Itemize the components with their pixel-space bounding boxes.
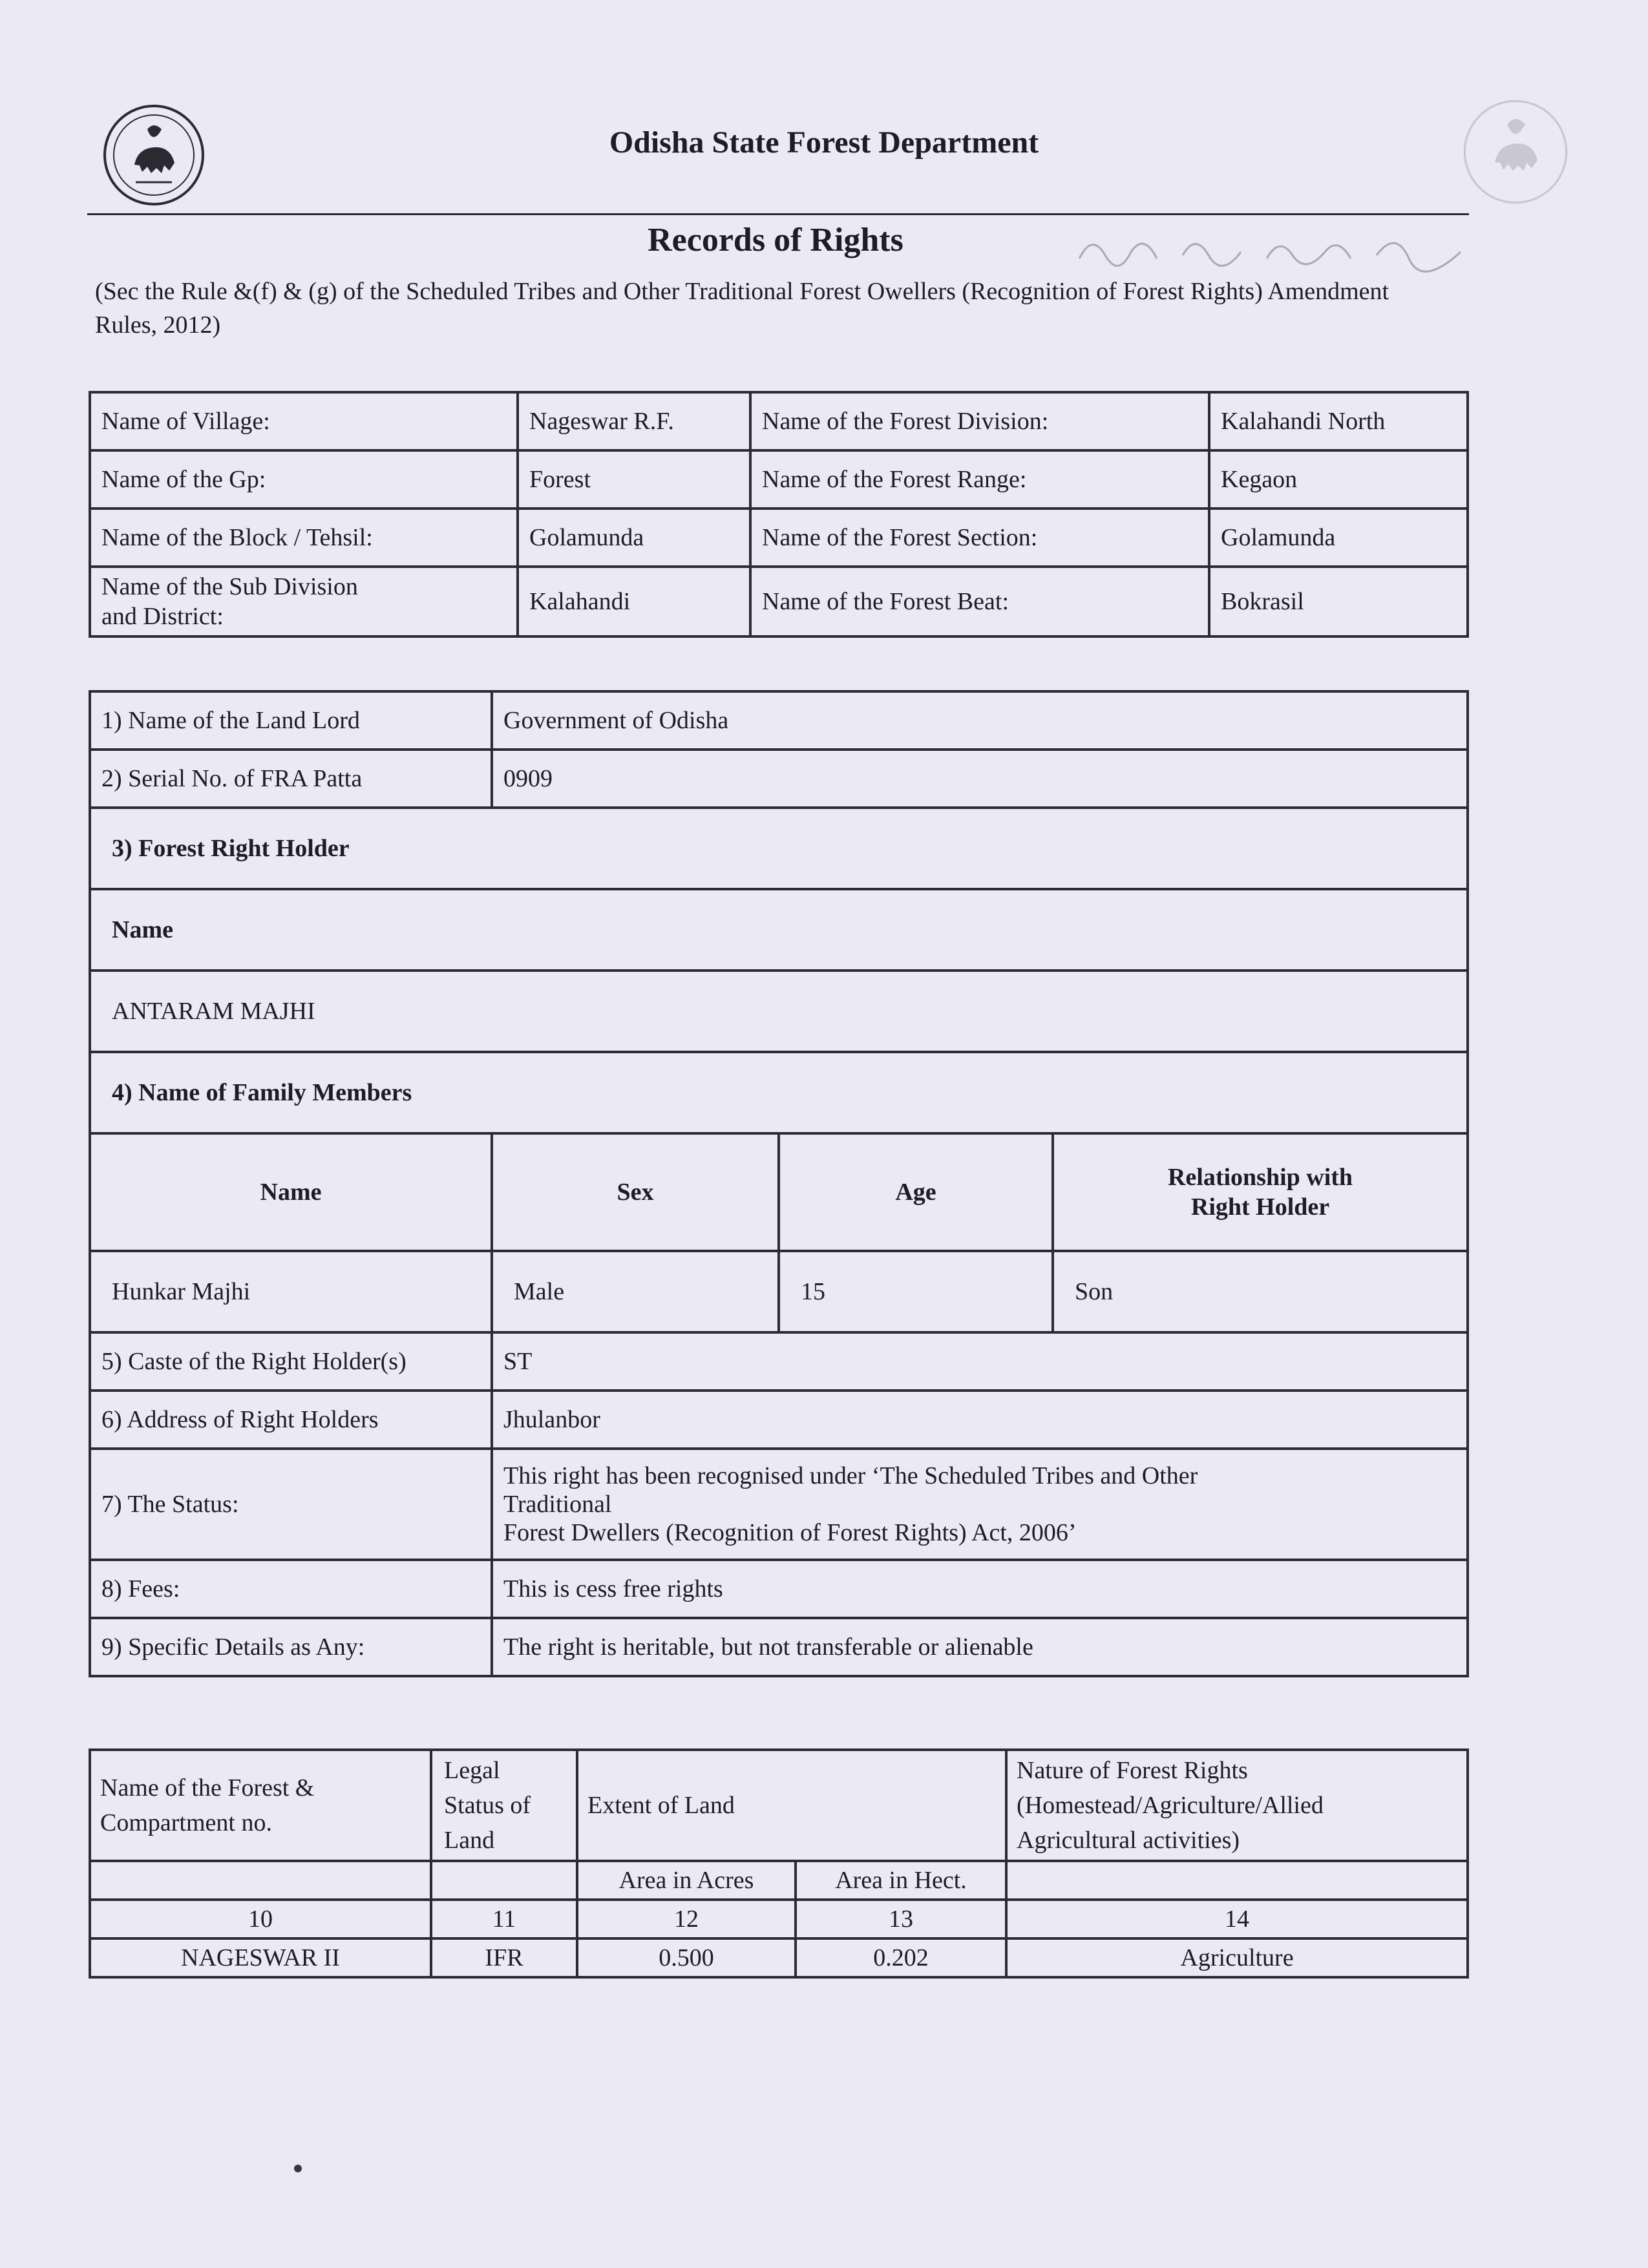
relationship-line2: Right Holder xyxy=(1190,1193,1330,1221)
record-table xyxy=(89,690,1469,1677)
rule-reference: (Sec the Rule &(f) & (g) of the Scheduled Tribes and Other Traditional Forest Owellers (Recognition of Forest Rights) Amendment Rules, 2012) xyxy=(95,278,1389,339)
fees-value: This is cess free rights xyxy=(492,1560,1468,1618)
status-label: 7) The Status: xyxy=(90,1449,492,1560)
subdivision-label-line2: and District: xyxy=(101,603,224,630)
fees-label: 8) Fees: xyxy=(90,1560,492,1618)
table-row xyxy=(90,889,1468,971)
serial-label: 2) Serial No. of FRA Patta xyxy=(90,750,492,808)
table-row xyxy=(90,1560,1468,1618)
table-row xyxy=(90,1251,1468,1332)
details-value: The right is heritable, but not transferable or alienable xyxy=(492,1618,1468,1676)
table-row xyxy=(90,450,1468,509)
col-nature-line3: Agricultural activities) xyxy=(1017,1827,1240,1854)
caste-value: ST xyxy=(492,1332,1468,1391)
family-member-relationship: Son xyxy=(1053,1251,1468,1332)
status-line1: This right has been recognised under ‘The Scheduled Tribes and Other xyxy=(503,1462,1198,1489)
land-forest: NAGESWAR II xyxy=(90,1938,431,1977)
land-legal: IFR xyxy=(431,1938,577,1977)
land-hect: 0.202 xyxy=(796,1938,1006,1977)
family-col-age: Age xyxy=(779,1133,1053,1251)
holder-heading: 3) Forest Right Holder xyxy=(90,808,1468,889)
sub-acres: Area in Acres xyxy=(577,1861,796,1900)
col-legal-line2: Status of xyxy=(444,1792,531,1819)
land-acres: 0.500 xyxy=(577,1938,796,1977)
col-nature-line1: Nature of Forest Rights xyxy=(1017,1757,1248,1784)
status-line3: Forest Dwellers (Recognition of Forest Rights) Act, 2006’ xyxy=(503,1519,1077,1546)
family-col-name: Name xyxy=(90,1133,492,1251)
table-row xyxy=(90,1900,1468,1938)
ink-dot xyxy=(294,2165,302,2172)
block-label: Name of the Block / Tehsil: xyxy=(90,509,518,567)
relationship-line1: Relationship with xyxy=(1167,1164,1353,1191)
village-value: Nageswar R.F. xyxy=(518,392,750,450)
empty-cell xyxy=(431,1861,577,1900)
gp-label: Name of the Gp: xyxy=(90,450,518,509)
col-legal-line1: Legal xyxy=(444,1757,500,1784)
col-number: 13 xyxy=(796,1900,1006,1938)
status-value xyxy=(492,1449,1468,1560)
table-row xyxy=(90,509,1468,567)
table-row xyxy=(90,1133,1468,1251)
col-legal-line3: Land xyxy=(444,1827,495,1854)
range-value: Kegaon xyxy=(1209,450,1468,509)
col-nature xyxy=(1006,1750,1468,1861)
header-divider xyxy=(87,213,1469,215)
table-row xyxy=(90,1052,1468,1133)
gp-value: Forest xyxy=(518,450,750,509)
col-number: 10 xyxy=(90,1900,431,1938)
table-row xyxy=(90,1861,1468,1900)
division-label: Name of the Forest Division: xyxy=(750,392,1209,450)
empty-cell xyxy=(90,1861,431,1900)
table-row xyxy=(90,971,1468,1052)
table-row xyxy=(90,1938,1468,1977)
family-member-sex: Male xyxy=(492,1251,779,1332)
empty-cell xyxy=(1006,1861,1468,1900)
family-member-name: Hunkar Majhi xyxy=(90,1251,492,1332)
family-col-relationship xyxy=(1053,1133,1468,1251)
section-label: Name of the Forest Section: xyxy=(750,509,1209,567)
handwritten-note-icon xyxy=(1073,220,1499,278)
table-row xyxy=(90,1750,1468,1861)
sub-hect: Area in Hect. xyxy=(796,1861,1006,1900)
block-value: Golamunda xyxy=(518,509,750,567)
table-row xyxy=(90,808,1468,889)
table-row xyxy=(90,1618,1468,1676)
col-number: 14 xyxy=(1006,1900,1468,1938)
family-col-sex: Sex xyxy=(492,1133,779,1251)
document-title: Records of Rights xyxy=(648,222,903,258)
col-forest-line2: Compartment no. xyxy=(100,1809,272,1836)
col-number: 11 xyxy=(431,1900,577,1938)
table-row xyxy=(90,1391,1468,1449)
range-label: Name of the Forest Range: xyxy=(750,450,1209,509)
beat-label: Name of the Forest Beat: xyxy=(750,567,1209,636)
details-label: 9) Specific Details as Any: xyxy=(90,1618,492,1676)
caste-label: 5) Caste of the Right Holder(s) xyxy=(90,1332,492,1391)
table-row xyxy=(90,691,1468,750)
col-extent: Extent of Land xyxy=(577,1750,1006,1861)
col-forest-line1: Name of the Forest & xyxy=(100,1774,315,1801)
village-label: Name of Village: xyxy=(90,392,518,450)
col-nature-line2: (Homestead/Agriculture/Allied xyxy=(1017,1792,1324,1819)
land-nature: Agriculture xyxy=(1006,1938,1468,1977)
col-legal-status xyxy=(431,1750,577,1861)
table-row xyxy=(90,1449,1468,1560)
department-title: Odisha State Forest Department xyxy=(609,125,1039,160)
landlord-label: 1) Name of the Land Lord xyxy=(90,691,492,750)
division-value: Kalahandi North xyxy=(1209,392,1468,450)
beat-value: Bokrasil xyxy=(1209,567,1468,636)
section-value: Golamunda xyxy=(1209,509,1468,567)
table-row xyxy=(90,392,1468,450)
table-row xyxy=(90,1332,1468,1391)
address-label: 6) Address of Right Holders xyxy=(90,1391,492,1449)
status-line2: Traditional xyxy=(503,1491,612,1518)
landlord-value: Government of Odisha xyxy=(492,691,1468,750)
family-member-age: 15 xyxy=(779,1251,1053,1332)
subdivision-label-line1: Name of the Sub Division xyxy=(101,573,358,600)
serial-value: 0909 xyxy=(492,750,1468,808)
location-table xyxy=(89,391,1469,638)
family-heading: 4) Name of Family Members xyxy=(90,1052,1468,1133)
land-table xyxy=(89,1748,1469,1979)
table-row xyxy=(90,567,1468,636)
name-heading: Name xyxy=(90,889,1468,971)
col-forest-compartment xyxy=(90,1750,431,1861)
table-row xyxy=(90,750,1468,808)
holder-name: ANTARAM MAJHI xyxy=(90,971,1468,1052)
subdivision-label xyxy=(90,567,518,636)
subdivision-value: Kalahandi xyxy=(518,567,750,636)
address-value: Jhulanbor xyxy=(492,1391,1468,1449)
col-number: 12 xyxy=(577,1900,796,1938)
